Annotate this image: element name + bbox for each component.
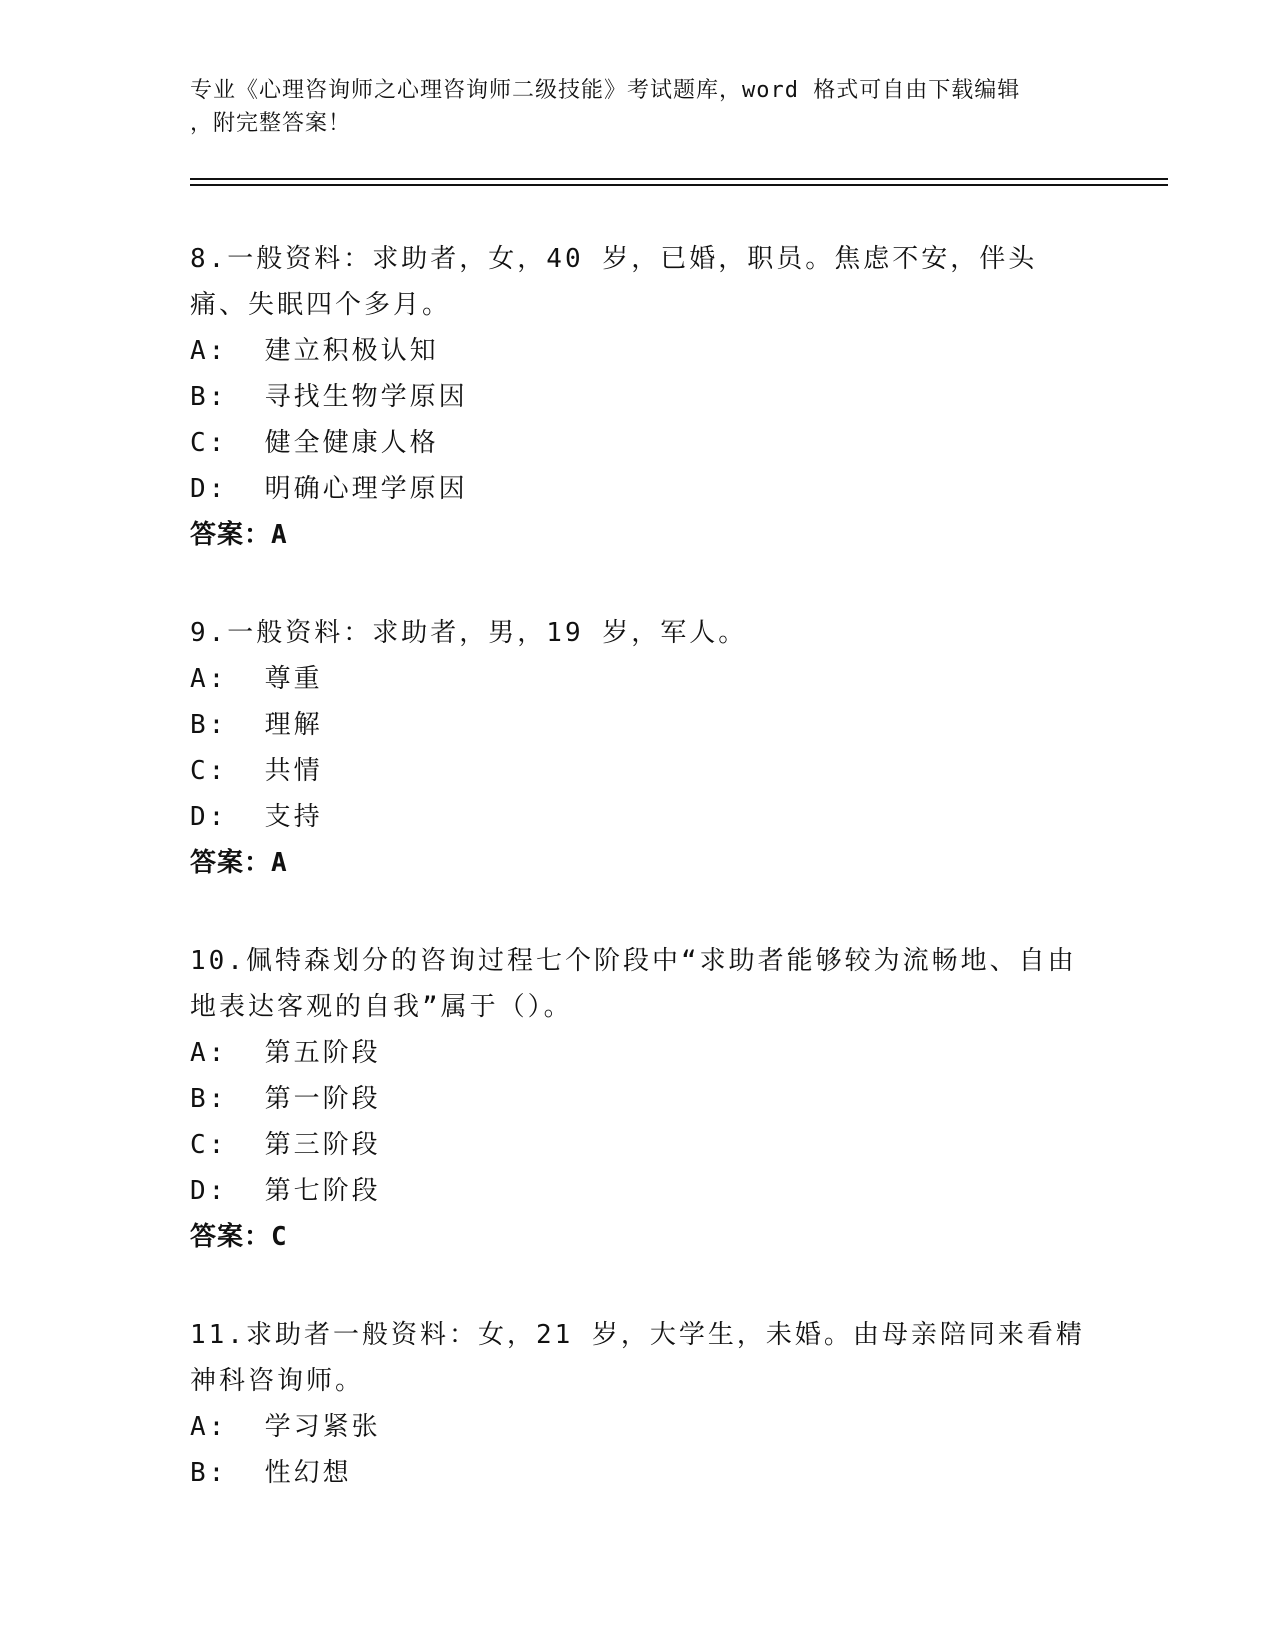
option-d: D: 第七阶段 bbox=[190, 1176, 381, 1206]
option-d: D: 支持 bbox=[190, 802, 323, 832]
question-stem: 8.一般资料：求助者，女，40 岁，已婚，职员。焦虑不安，伴头痛、失眠四个多月。 bbox=[190, 244, 1038, 320]
header-divider-bottom bbox=[190, 184, 1168, 186]
answer: 答案：A bbox=[190, 848, 288, 878]
option-b: B: 性幻想 bbox=[190, 1458, 352, 1488]
option-d: D: 明确心理学原因 bbox=[190, 474, 468, 504]
option-b: B: 寻找生物学原因 bbox=[190, 382, 468, 412]
answer: 答案：A bbox=[190, 520, 288, 550]
question-stem: 9.一般资料：求助者，男，19 岁，军人。 bbox=[190, 618, 748, 648]
question-11 bbox=[190, 1312, 1090, 1496]
option-c: C: 共情 bbox=[190, 756, 323, 786]
question-list bbox=[190, 236, 1090, 1548]
option-b: B: 理解 bbox=[190, 710, 323, 740]
question-8 bbox=[190, 236, 1090, 558]
option-a: A: 建立积极认知 bbox=[190, 336, 439, 366]
answer: 答案：C bbox=[190, 1222, 288, 1252]
option-c: C: 健全健康人格 bbox=[190, 428, 439, 458]
option-c: C: 第三阶段 bbox=[190, 1130, 381, 1160]
question-stem: 10.佩特森划分的咨询过程七个阶段中“求助者能够较为流畅地、自由地表达客观的自我”属于（）。 bbox=[190, 946, 1077, 1022]
document-header: 专业《心理咨询师之心理咨询师二级技能》考试题库，word 格式可自由下载编辑 ，附完整答案！ bbox=[190, 78, 1021, 136]
option-a: A: 学习紧张 bbox=[190, 1412, 381, 1442]
option-b: B: 第一阶段 bbox=[190, 1084, 381, 1114]
option-a: A: 第五阶段 bbox=[190, 1038, 381, 1068]
question-10 bbox=[190, 938, 1090, 1260]
header-divider-top bbox=[190, 178, 1168, 180]
option-a: A: 尊重 bbox=[190, 664, 323, 694]
question-9 bbox=[190, 610, 1090, 886]
question-stem: 11.求助者一般资料：女，21 岁，大学生，未婚。由母亲陪同来看精神科咨询师。 bbox=[190, 1320, 1085, 1396]
